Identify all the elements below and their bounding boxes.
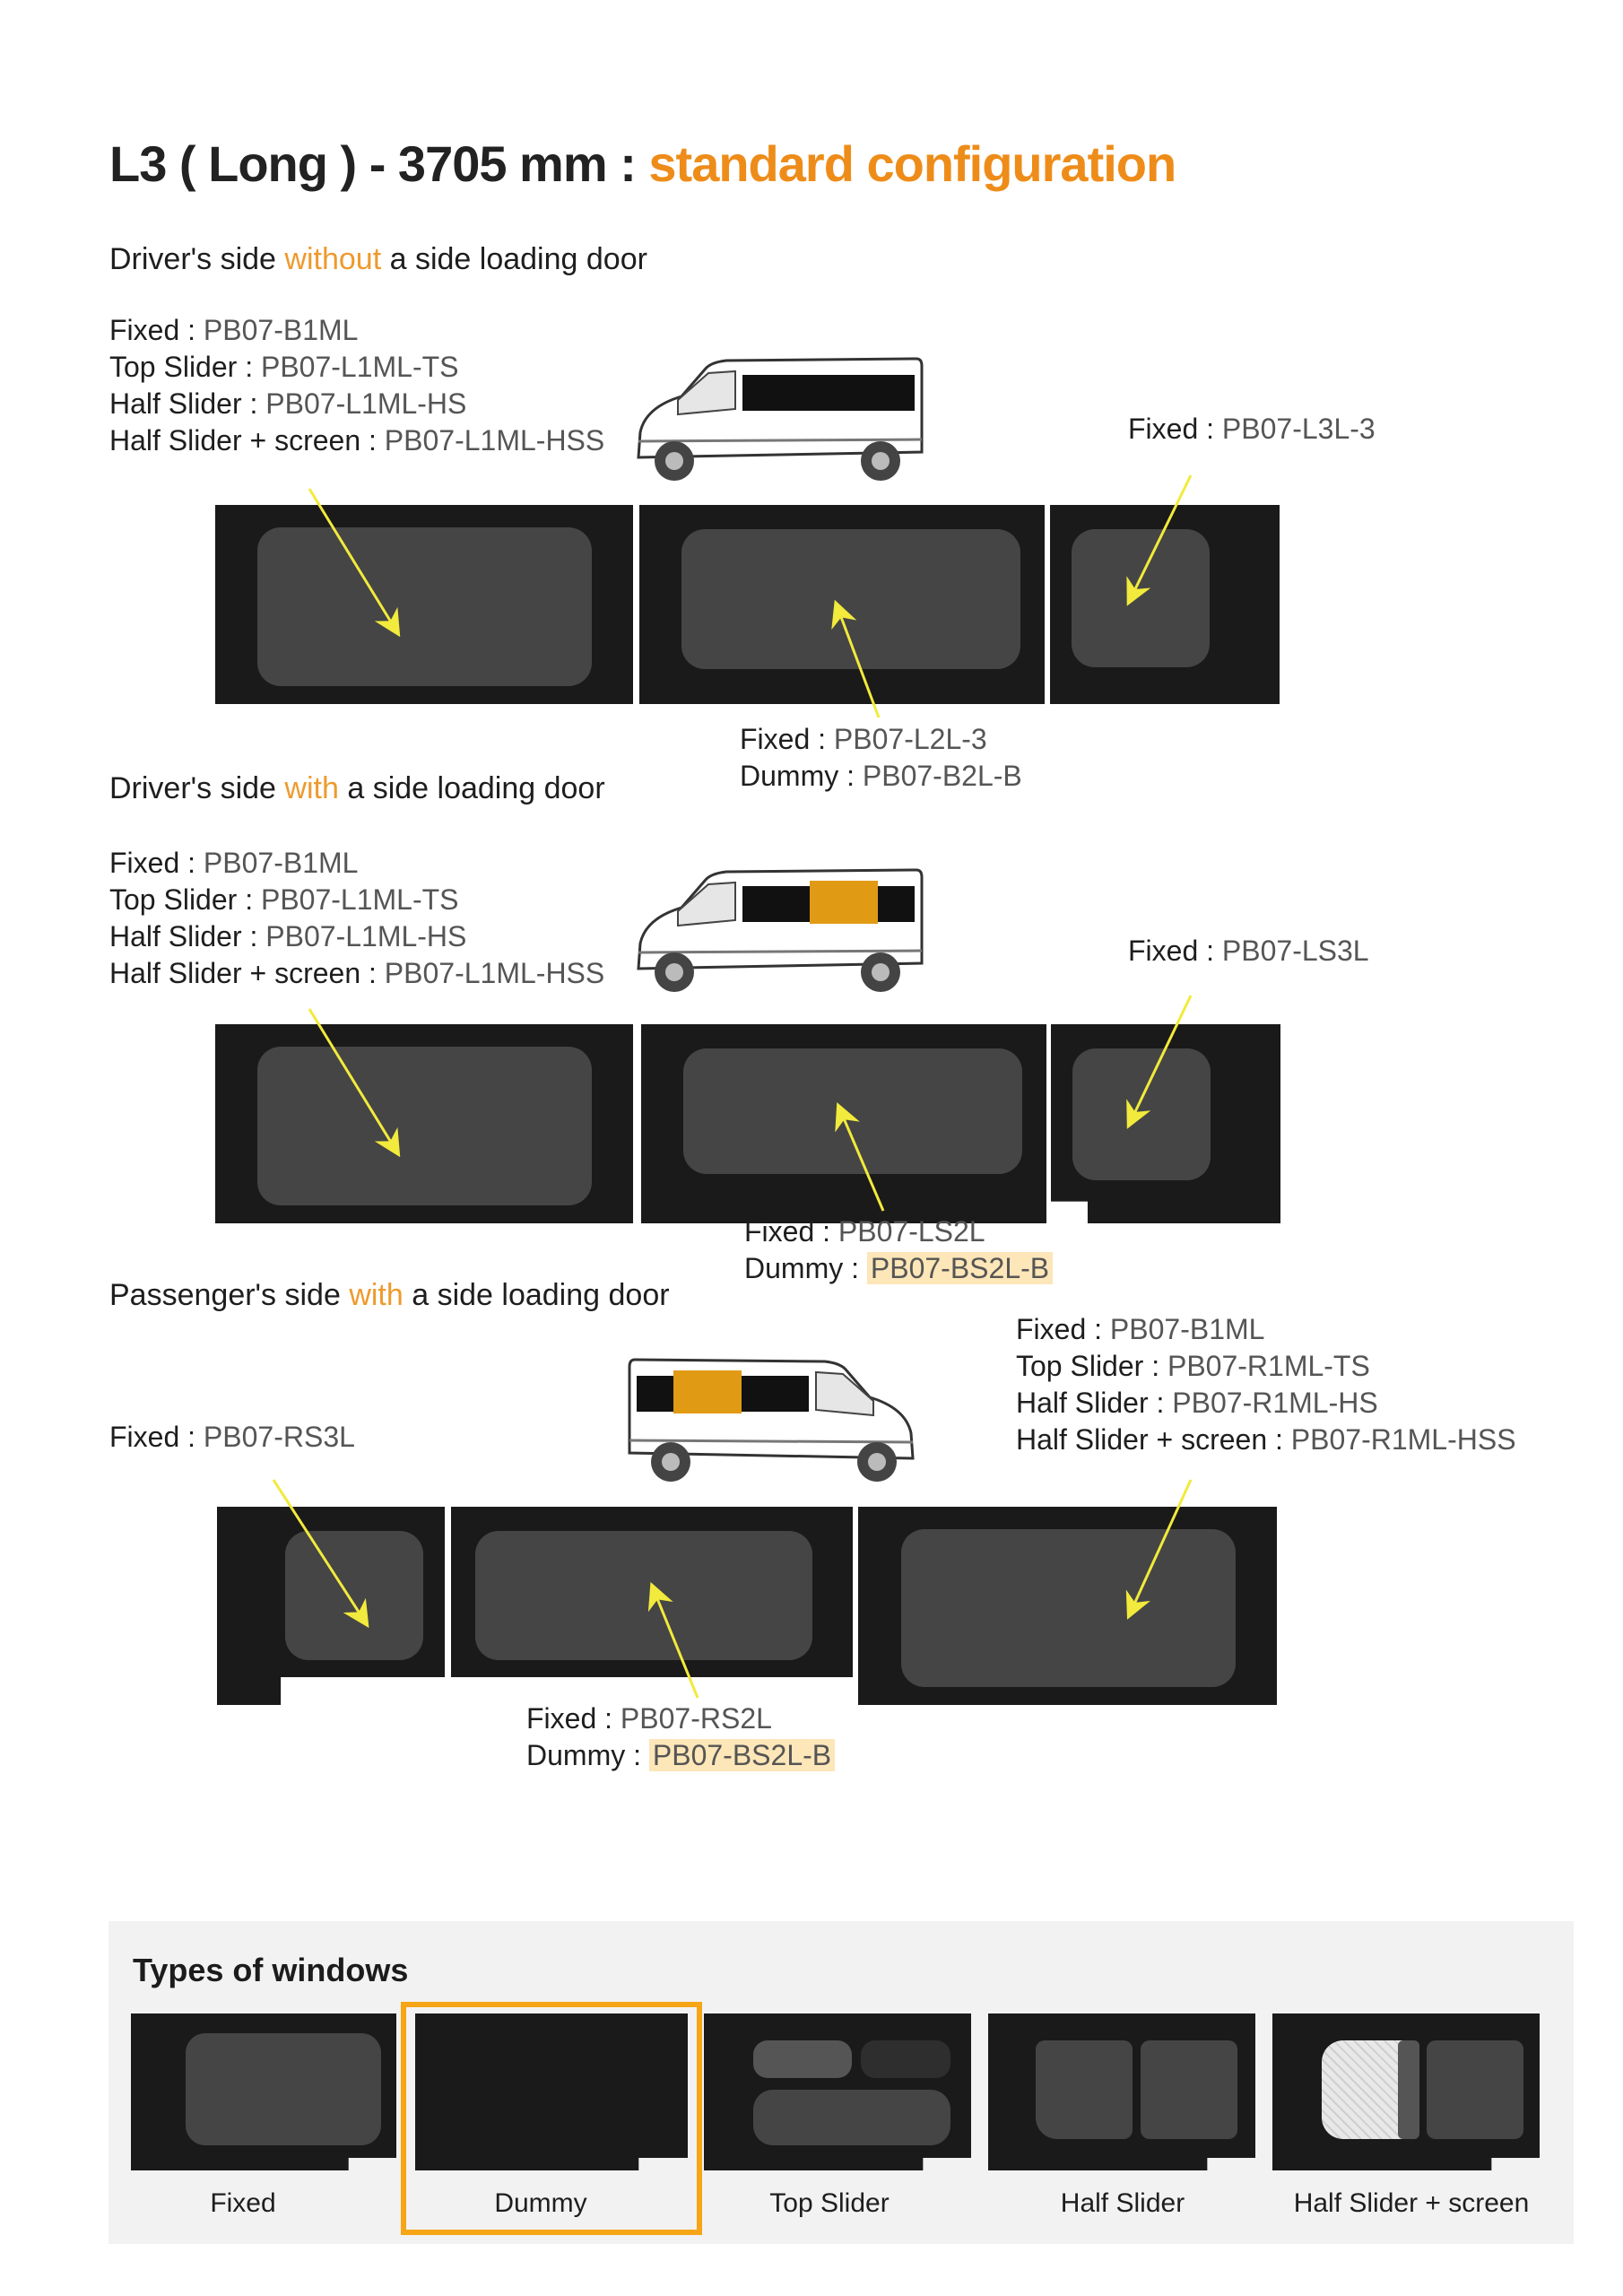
window-glass xyxy=(257,1047,592,1205)
page-title xyxy=(109,135,1176,193)
type-top-slider-label: Top Slider xyxy=(769,2188,890,2218)
section-1-left-spec: Fixed : PB07-B1ML Top Slider : PB07-L1ML-TS Half Slider : PB07-L1ML-HS Half Slider + screen : PB07-L1ML-HSS xyxy=(109,314,605,457)
types-title: Types of windows xyxy=(133,1952,409,1988)
window-glass xyxy=(475,1531,812,1660)
type-fixed-swatch[interactable] xyxy=(131,2013,396,2170)
section-2-middle-spec: Fixed : PB07-LS2L Dummy : PB07-BS2L-B xyxy=(744,1213,1053,1287)
window-glass xyxy=(1072,529,1210,667)
window-glass xyxy=(1072,1048,1211,1180)
van-illustration-driver-side xyxy=(628,352,924,486)
type-half-slider-label: Half Slider xyxy=(1060,2188,1185,2218)
window-glass xyxy=(683,1048,1022,1174)
window-glass xyxy=(257,527,592,686)
window-glass xyxy=(1427,2040,1523,2139)
section-1-right-spec: Fixed : PB07-L3L-3 xyxy=(1128,413,1376,445)
window-glass xyxy=(753,2090,950,2145)
window-glass xyxy=(1036,2040,1133,2139)
window-panel-middle-1 xyxy=(639,505,1045,704)
type-dummy-label: Dummy xyxy=(494,2188,587,2218)
section-3-middle-spec: Fixed : PB07-RS2L Dummy : PB07-BS2L-B xyxy=(526,1700,835,1774)
window-panel-middle-2 xyxy=(641,1024,1046,1223)
window-glass xyxy=(901,1529,1236,1687)
type-fixed-label: Fixed xyxy=(210,2188,276,2218)
type-half-slider-screen-swatch[interactable] xyxy=(1272,2013,1540,2170)
window-panel-front-1 xyxy=(1050,505,1280,704)
section-2-right-spec: Fixed : PB07-LS3L xyxy=(1128,935,1369,967)
section-1-middle-spec: Fixed : PB07-L2L-3 Dummy : PB07-B2L-B xyxy=(740,723,1022,792)
section-2-heading: Driver's side with a side loading door xyxy=(109,771,605,805)
type-half-slider-swatch[interactable] xyxy=(988,2013,1255,2170)
section-1-heading: Driver's side without a side loading door xyxy=(109,242,647,276)
window-panel-front-3 xyxy=(217,1507,445,1705)
van-illustration-passenger-side xyxy=(628,1352,924,1487)
section-3-left-spec: Fixed : PB07-RS3L xyxy=(109,1421,355,1453)
section-2-left-spec: Fixed : PB07-B1ML Top Slider : PB07-L1ML-TS Half Slider : PB07-L1ML-HS Half Slider + screen : PB07-L1ML-HSS xyxy=(109,847,605,989)
window-glass xyxy=(1398,2040,1419,2139)
window-panel-front-2 xyxy=(1051,1024,1280,1223)
window-glass xyxy=(753,2040,852,2078)
window-panel-rear-2 xyxy=(215,1024,633,1223)
window-panel-rear-3 xyxy=(858,1507,1277,1705)
van-illustration-driver-side-door xyxy=(628,863,924,997)
window-glass xyxy=(681,529,1020,669)
type-half-slider-screen-label: Half Slider + screen xyxy=(1293,2188,1530,2218)
type-top-slider-swatch[interactable] xyxy=(704,2013,971,2170)
window-panel-rear-1 xyxy=(215,505,633,704)
window-glass xyxy=(1141,2040,1237,2139)
section-3-heading: Passenger's side with a side loading door xyxy=(109,1278,670,1312)
window-glass xyxy=(186,2033,381,2145)
window-panel-middle-3 xyxy=(451,1507,853,1677)
title-accent: standard configuration xyxy=(648,135,1176,192)
title-main: L3 ( Long ) - 3705 mm : xyxy=(109,135,649,192)
section-3-right-spec: Fixed : PB07-B1ML Top Slider : PB07-R1ML-TS Half Slider : PB07-R1ML-HS Half Slider + screen : PB07-R1ML-HSS xyxy=(1016,1313,1516,1456)
window-glass xyxy=(285,1531,423,1660)
window-glass xyxy=(861,2040,950,2078)
